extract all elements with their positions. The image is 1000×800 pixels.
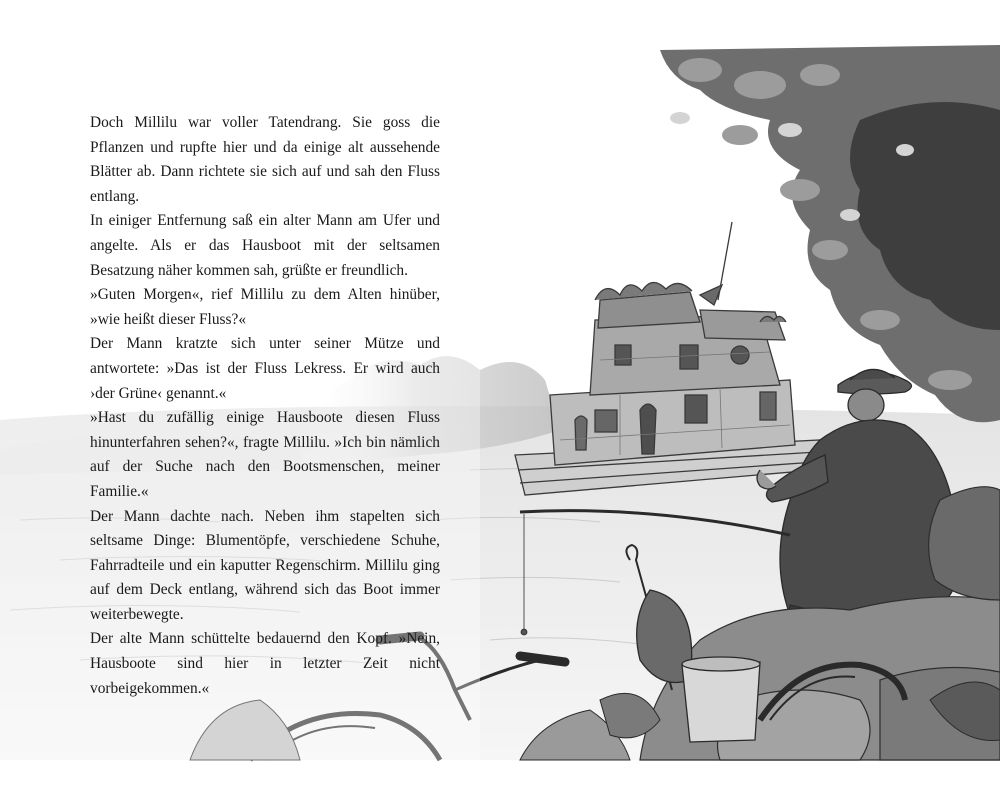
story-paragraph: Der alte Mann schüttelte bedauernd den Kopf. »Nein, Hausboote sind hier in letzter Zeit nicht vorbeigekommen.« [90, 630, 440, 697]
story-paragraph: Doch Millilu war voller Tatendrang. Sie goss die Pflanzen und rupfte hier und da einige alt aussehende Blätter ab. Dann richtete sie sich auf und sah den Fluss entlang. [90, 114, 440, 205]
story-paragraph: In einiger Entfernung saß ein alter Mann am Ufer und angelte. Als er das Hausboot mit der seltsamen Besatzung näher kommen sah, grüßte er freundlich. [90, 212, 440, 279]
story-paragraph: Der Mann dachte nach. Neben ihm stapelten sich seltsame Dinge: Blumentöpfe, verschiedene Schuhe, Fahrradteile und ein kaputter Regenschirm. Millilu ging auf dem Deck entlang, während sich das Boot immer weiterbewegte. [90, 507, 440, 623]
story-paragraph: Der Mann kratzte sich unter seiner Mütze und antwortete: »Das ist der Fluss Lekress. Er wird auch ›der Grüne‹ genannt.« [90, 335, 440, 402]
story-paragraph: »Hast du zufällig einige Hausboote diesen Fluss hinunterfahren sehen?«, fragte Millilu. »Ich bin nämlich auf der Suche nach den Bootsmenschen, meiner Familie.« [90, 409, 440, 500]
story-paragraph: »Guten Morgen«, rief Millilu zu dem Alten hinüber, »wie heißt dieser Fluss?« [90, 286, 440, 328]
houseboat [515, 222, 820, 495]
story-text [90, 111, 440, 701]
